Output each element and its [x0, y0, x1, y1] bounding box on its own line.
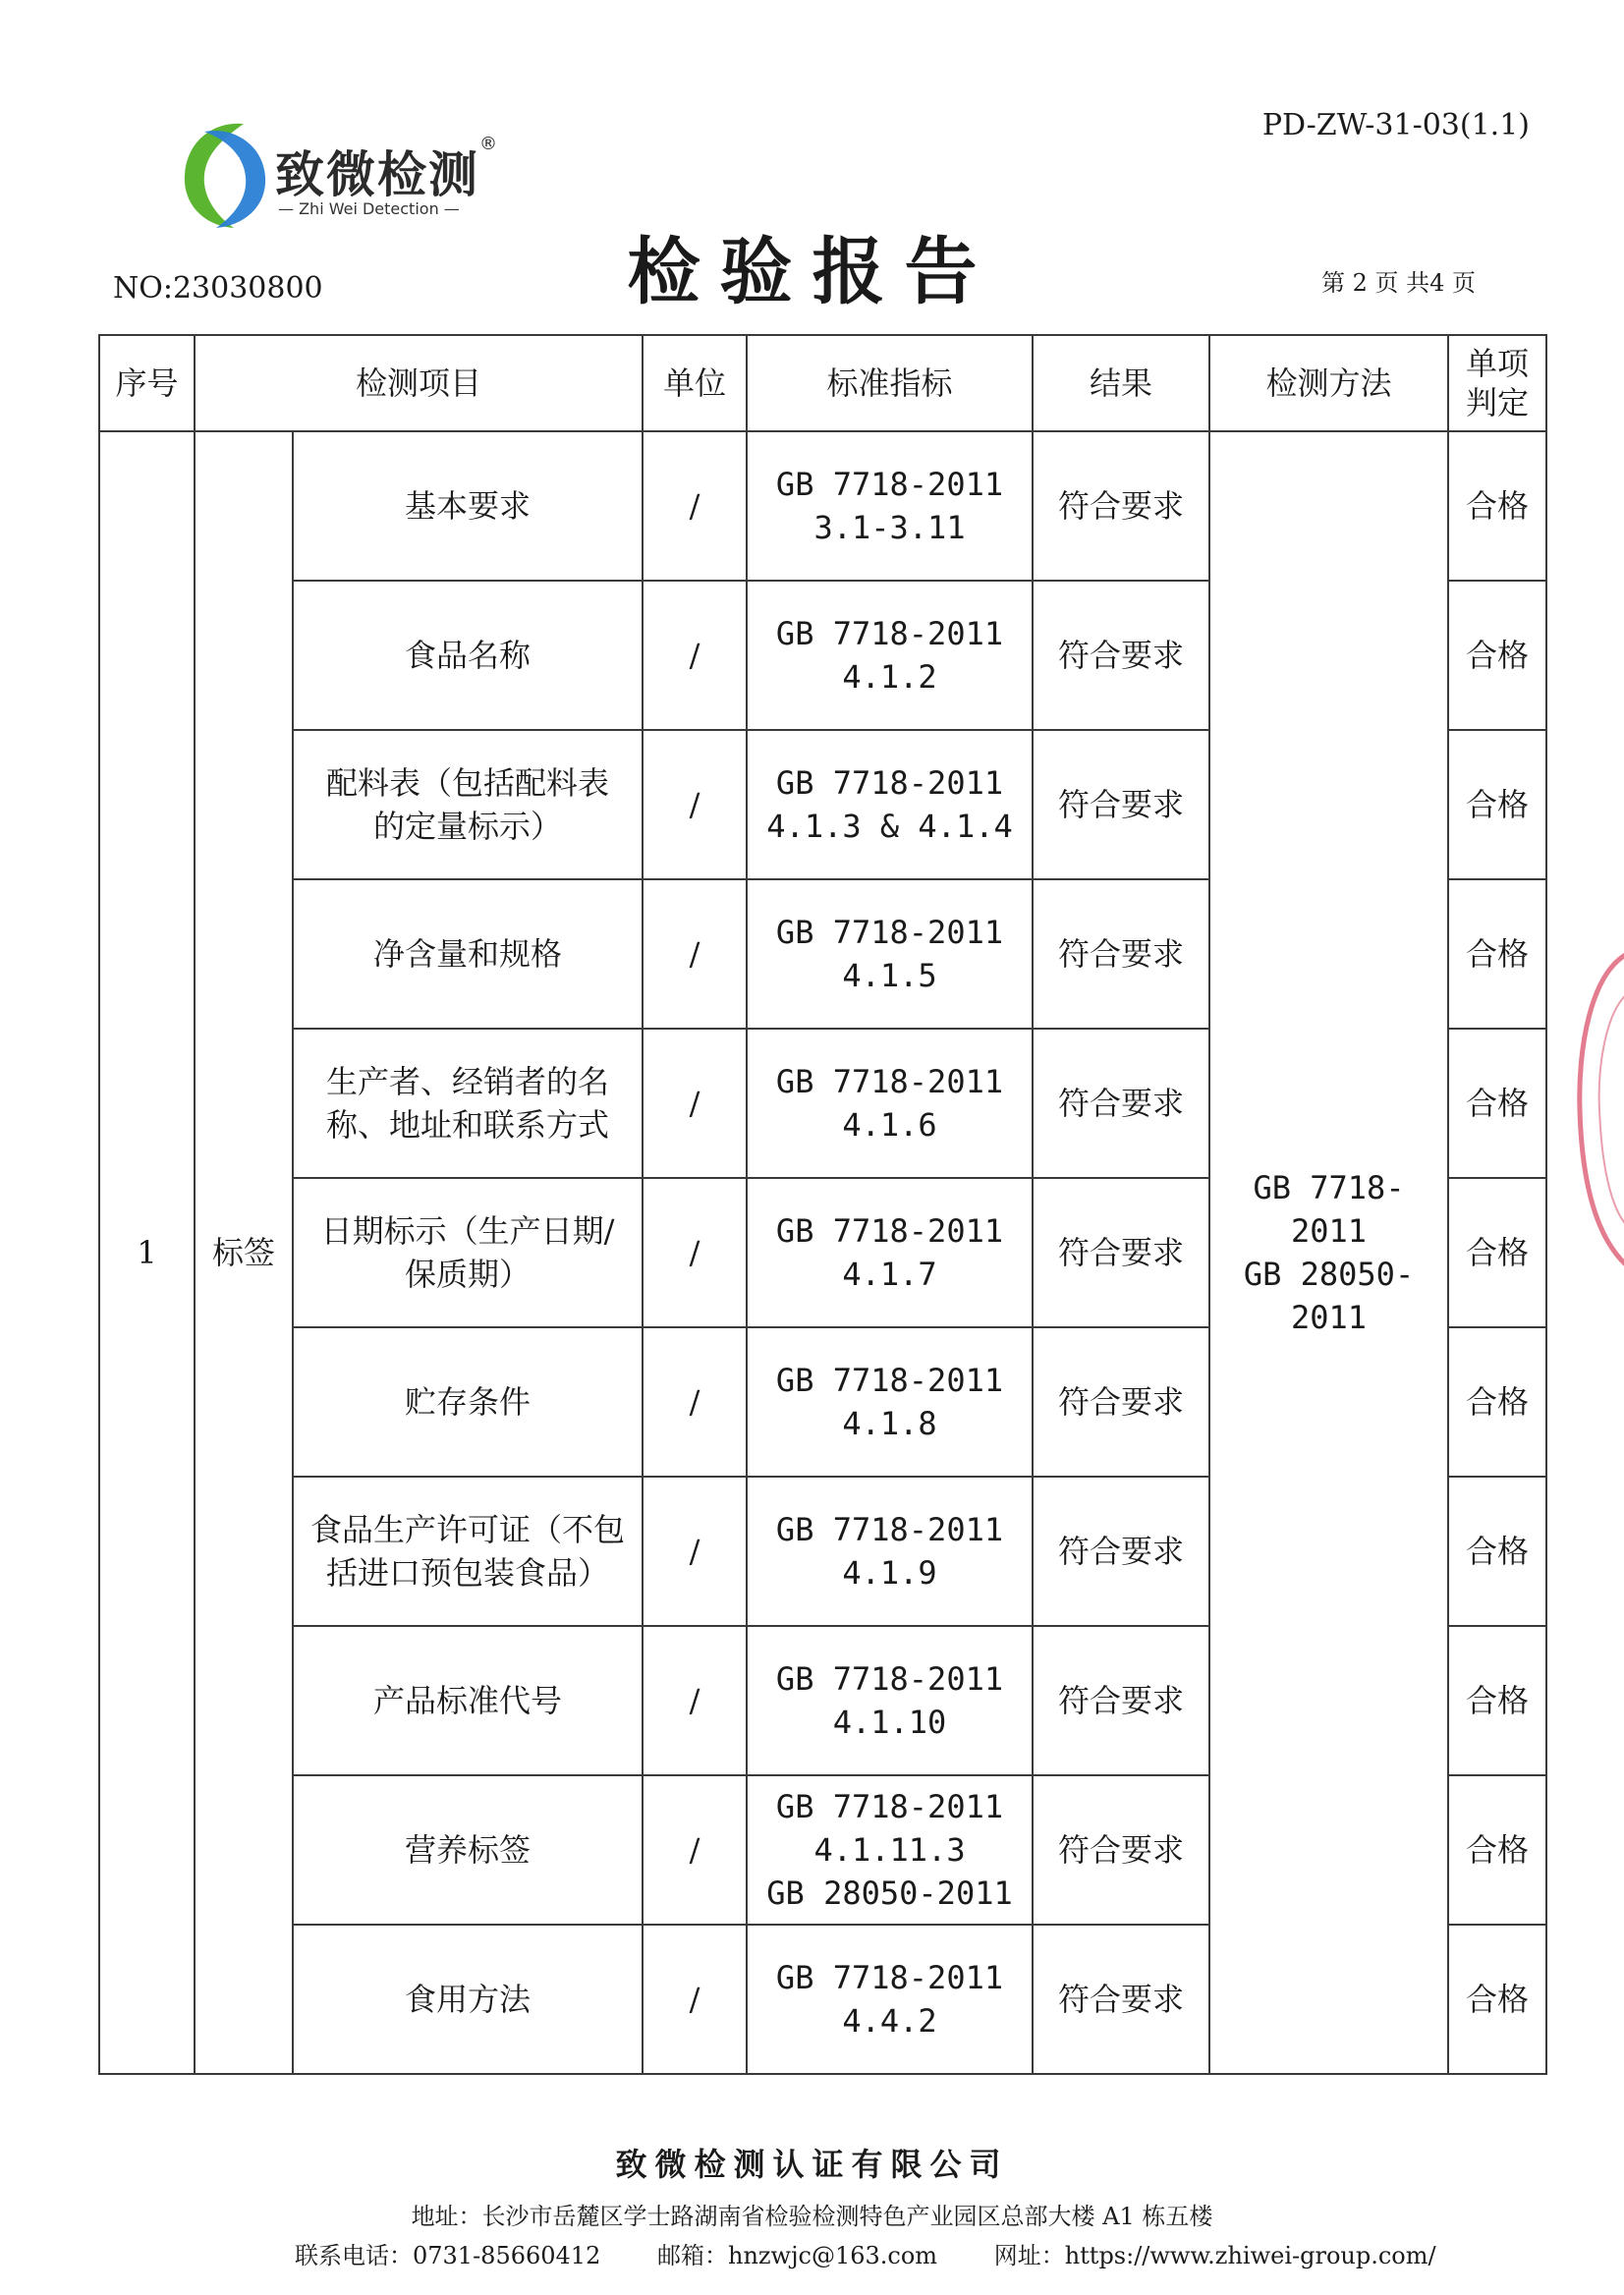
- header-seq: 序号: [99, 335, 195, 431]
- unit-cell: /: [643, 1925, 747, 2074]
- contact-line: [295, 2236, 1485, 2270]
- contact-phone: 联系电话：0731-85660412: [295, 2242, 601, 2269]
- header-verdict: [1448, 335, 1546, 431]
- result-cell: 符合要求: [1033, 1775, 1209, 1925]
- method-line: GB 7718-2011: [1253, 1169, 1405, 1250]
- standard-cell: [747, 1327, 1033, 1477]
- page-info: 第 2 页 共4 页: [1321, 269, 1477, 297]
- verdict-cell: 合格: [1448, 1626, 1546, 1775]
- category-cell: 标签: [195, 431, 293, 2074]
- item-cell: 生产者、经销者的名称、地址和联系方式: [293, 1029, 643, 1178]
- standard-cell: [747, 1477, 1033, 1626]
- verdict-cell: 合格: [1448, 431, 1546, 581]
- document-code: PD-ZW-31-03(1.1): [1261, 108, 1530, 142]
- verdict-cell: 合格: [1448, 1775, 1546, 1925]
- contact-website: 网址：https://www.zhiwei-group.com/: [993, 2242, 1436, 2269]
- logo-text: 致微检测: [275, 146, 479, 203]
- result-cell: 符合要求: [1033, 1327, 1209, 1477]
- item-cell: 日期标示（生产日期/保质期）: [293, 1178, 643, 1327]
- unit-cell: /: [643, 879, 747, 1029]
- standard-line: GB 7718-2011: [775, 615, 1004, 652]
- item-cell: 食品生产许可证（不包括进口预包装食品）: [293, 1477, 643, 1626]
- method-cell: [1209, 431, 1448, 2074]
- standard-line: 3.1-3.11: [813, 509, 966, 546]
- unit-cell: /: [643, 1327, 747, 1477]
- table-body: [99, 431, 1546, 2074]
- standard-line: GB 7718-2011: [775, 466, 1004, 503]
- standard-cell: [747, 1178, 1033, 1327]
- standard-line: 4.4.2: [842, 2002, 937, 2040]
- standard-cell: [747, 879, 1033, 1029]
- verdict-cell: 合格: [1448, 1327, 1546, 1477]
- standard-cell: [747, 431, 1033, 581]
- verdict-cell: 合格: [1448, 879, 1546, 1029]
- unit-cell: /: [643, 1477, 747, 1626]
- standard-cell: [747, 1626, 1033, 1775]
- report-number: NO:23030800: [113, 271, 323, 306]
- verdict-cell: 合格: [1448, 1029, 1546, 1178]
- company-name: 致微检测认证有限公司: [615, 2146, 1009, 2183]
- item-cell: 贮存条件: [293, 1327, 643, 1477]
- unit-cell: /: [643, 581, 747, 730]
- header-unit: 单位: [643, 335, 747, 431]
- method-line: GB 28050-2011: [1243, 1256, 1415, 1336]
- standard-line: 4.1.10: [832, 1704, 947, 1741]
- standard-cell: [747, 581, 1033, 730]
- result-cell: 符合要求: [1033, 1925, 1209, 2074]
- standard-cell: [747, 1775, 1033, 1925]
- standard-cell: [747, 1925, 1033, 2074]
- report-title: 检验报告: [627, 230, 997, 314]
- verdict-cell: 合格: [1448, 1178, 1546, 1327]
- result-cell: 符合要求: [1033, 879, 1209, 1029]
- standard-line: 4.1.6: [842, 1106, 937, 1144]
- standard-line: GB 7718-2011: [775, 1660, 1004, 1698]
- result-cell: 符合要求: [1033, 730, 1209, 879]
- standard-line: 4.1.5: [842, 957, 937, 994]
- item-cell: 食用方法: [293, 1925, 643, 2074]
- seq-cell: 1: [99, 431, 195, 2074]
- standard-line: 4.1.7: [842, 1256, 937, 1293]
- standard-line: 4.1.11.3: [813, 1831, 966, 1869]
- standard-cell: [747, 1029, 1033, 1178]
- header-result: 结果: [1033, 335, 1209, 431]
- table-header-row: [99, 335, 1546, 431]
- item-cell: 净含量和规格: [293, 879, 643, 1029]
- item-cell: 营养标签: [293, 1775, 643, 1925]
- logo-subtitle: — Zhi Wei Detection —: [278, 199, 460, 218]
- verdict-cell: 合格: [1448, 1925, 1546, 2074]
- unit-cell: /: [643, 431, 747, 581]
- standard-cell: [747, 730, 1033, 879]
- item-cell: 产品标准代号: [293, 1626, 643, 1775]
- unit-cell: /: [643, 1029, 747, 1178]
- inspection-table: [98, 334, 1547, 2075]
- result-cell: 符合要求: [1033, 581, 1209, 730]
- standard-line: GB 7718-2011: [775, 1511, 1004, 1548]
- standard-line: GB 7718-2011: [775, 1212, 1004, 1250]
- header-method: 检测方法: [1209, 335, 1448, 431]
- standard-line: 4.1.8: [842, 1405, 937, 1442]
- result-cell: 符合要求: [1033, 1477, 1209, 1626]
- standard-line: 4.1.9: [842, 1554, 937, 1592]
- seal-stamp-fragment: [1570, 933, 1624, 1287]
- contact-email: 邮箱：hnzwjc@163.com: [656, 2242, 938, 2269]
- verdict-cell: 合格: [1448, 1477, 1546, 1626]
- item-cell: 配料表（包括配料表的定量标示）: [293, 730, 643, 879]
- verdict-cell: 合格: [1448, 730, 1546, 879]
- standard-line: GB 28050-2011: [766, 1875, 1013, 1912]
- standard-line: GB 7718-2011: [775, 764, 1004, 802]
- standard-line: GB 7718-2011: [775, 1788, 1004, 1825]
- verdict-cell: 合格: [1448, 581, 1546, 730]
- result-cell: 符合要求: [1033, 1178, 1209, 1327]
- header-item: 检测项目: [195, 335, 643, 431]
- inspection-table-wrap: [98, 334, 1545, 2075]
- standard-line: 4.1.3 & 4.1.4: [766, 808, 1013, 845]
- result-cell: 符合要求: [1033, 1029, 1209, 1178]
- standard-line: GB 7718-2011: [775, 1063, 1004, 1100]
- header-standard: 标准指标: [747, 335, 1033, 431]
- item-cell: 基本要求: [293, 431, 643, 581]
- standard-line: GB 7718-2011: [775, 914, 1004, 951]
- result-cell: 符合要求: [1033, 1626, 1209, 1775]
- unit-cell: /: [643, 730, 747, 879]
- table-row: [99, 431, 1546, 581]
- logo-registered-mark: ®: [479, 134, 497, 154]
- header-verdict-label: 单项判定: [1466, 345, 1530, 421]
- unit-cell: /: [643, 1775, 747, 1925]
- item-cell: 食品名称: [293, 581, 643, 730]
- unit-cell: /: [643, 1626, 747, 1775]
- standard-line: 4.1.2: [842, 658, 937, 696]
- standard-line: GB 7718-2011: [775, 1959, 1004, 1996]
- standard-line: GB 7718-2011: [775, 1362, 1004, 1399]
- unit-cell: /: [643, 1178, 747, 1327]
- result-cell: 符合要求: [1033, 431, 1209, 581]
- company-address: 地址：长沙市岳麓区学士路湖南省检验检测特色产业园区总部大楼 A1 栋五楼: [411, 2203, 1213, 2230]
